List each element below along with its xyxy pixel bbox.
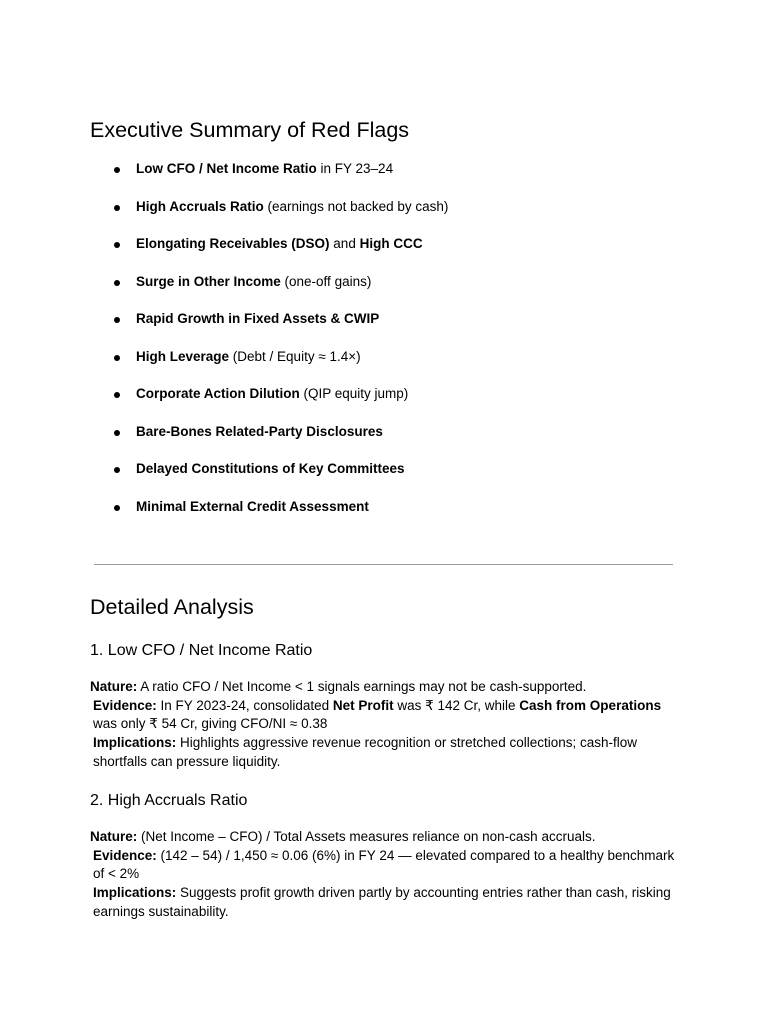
- nature-line: Nature: A ratio CFO / Net Income < 1 signals earnings may not be cash‑supported.: [90, 679, 587, 694]
- section-body: [90, 828, 680, 922]
- bullet-icon: [114, 317, 120, 323]
- bullet-icon: [114, 355, 120, 361]
- bullet-icon: [114, 280, 120, 286]
- bullet-icon: [114, 505, 120, 511]
- analysis-title: Detailed Analysis: [90, 595, 254, 619]
- list-item: Surge in Other Income (one‑off gains): [90, 272, 680, 310]
- section-heading: 2. High Accruals Ratio: [90, 792, 248, 809]
- section-body: [90, 678, 680, 772]
- bullet-icon: [114, 242, 120, 248]
- list-item: Low CFO / Net Income Ratio in FY 23–24: [90, 159, 680, 197]
- bullet-icon: [114, 392, 120, 398]
- list-item: Corporate Action Dilution (QIP equity jump): [90, 384, 680, 422]
- evidence-line: Evidence: In FY 2023‑24, consolidated Net Profit was ₹ 142 Cr, while Cash from Operations was only ₹ 54 Cr, giving CFO/NI ≈ 0.38: [93, 697, 662, 732]
- list-item: High Leverage (Debt / Equity ≈ 1.4×): [90, 347, 680, 385]
- list-item: High Accruals Ratio (earnings not backed by cash): [90, 197, 680, 235]
- list-item: Minimal External Credit Assessment: [90, 497, 680, 535]
- evidence-line: Evidence: (142 – 54) / 1,450 ≈ 0.06 (6%) in FY 24 — elevated compared to a healthy benchmark of < 2%: [93, 847, 675, 882]
- bullet-icon: [114, 430, 120, 436]
- list-item: Bare‑Bones Related‑Party Disclosures: [90, 422, 680, 460]
- bullet-icon: [114, 167, 120, 173]
- section-heading: 1. Low CFO / Net Income Ratio: [90, 642, 313, 659]
- nature-line: Nature: (Net Income – CFO) / Total Assets measures reliance on non‑cash accruals.: [90, 829, 596, 844]
- implications-line: Implications: Highlights aggressive revenue recognition or stretched collections; cash‑flow shortfalls can pressure liquidity.: [93, 735, 637, 769]
- summary-title: Executive Summary of Red Flags: [90, 118, 410, 142]
- implications-line: Implications: Suggests profit growth driven partly by accounting entries rather than cash, risking earnings sustainability.: [93, 885, 671, 919]
- bullet-icon: [114, 205, 120, 211]
- red-flags-list: [90, 159, 680, 534]
- list-item: Elongating Receivables (DSO) and High CCC: [90, 234, 680, 272]
- list-item: Rapid Growth in Fixed Assets & CWIP: [90, 309, 680, 347]
- bullet-icon: [114, 467, 120, 473]
- list-item: Delayed Constitutions of Key Committees: [90, 459, 680, 497]
- section-divider: [94, 564, 673, 565]
